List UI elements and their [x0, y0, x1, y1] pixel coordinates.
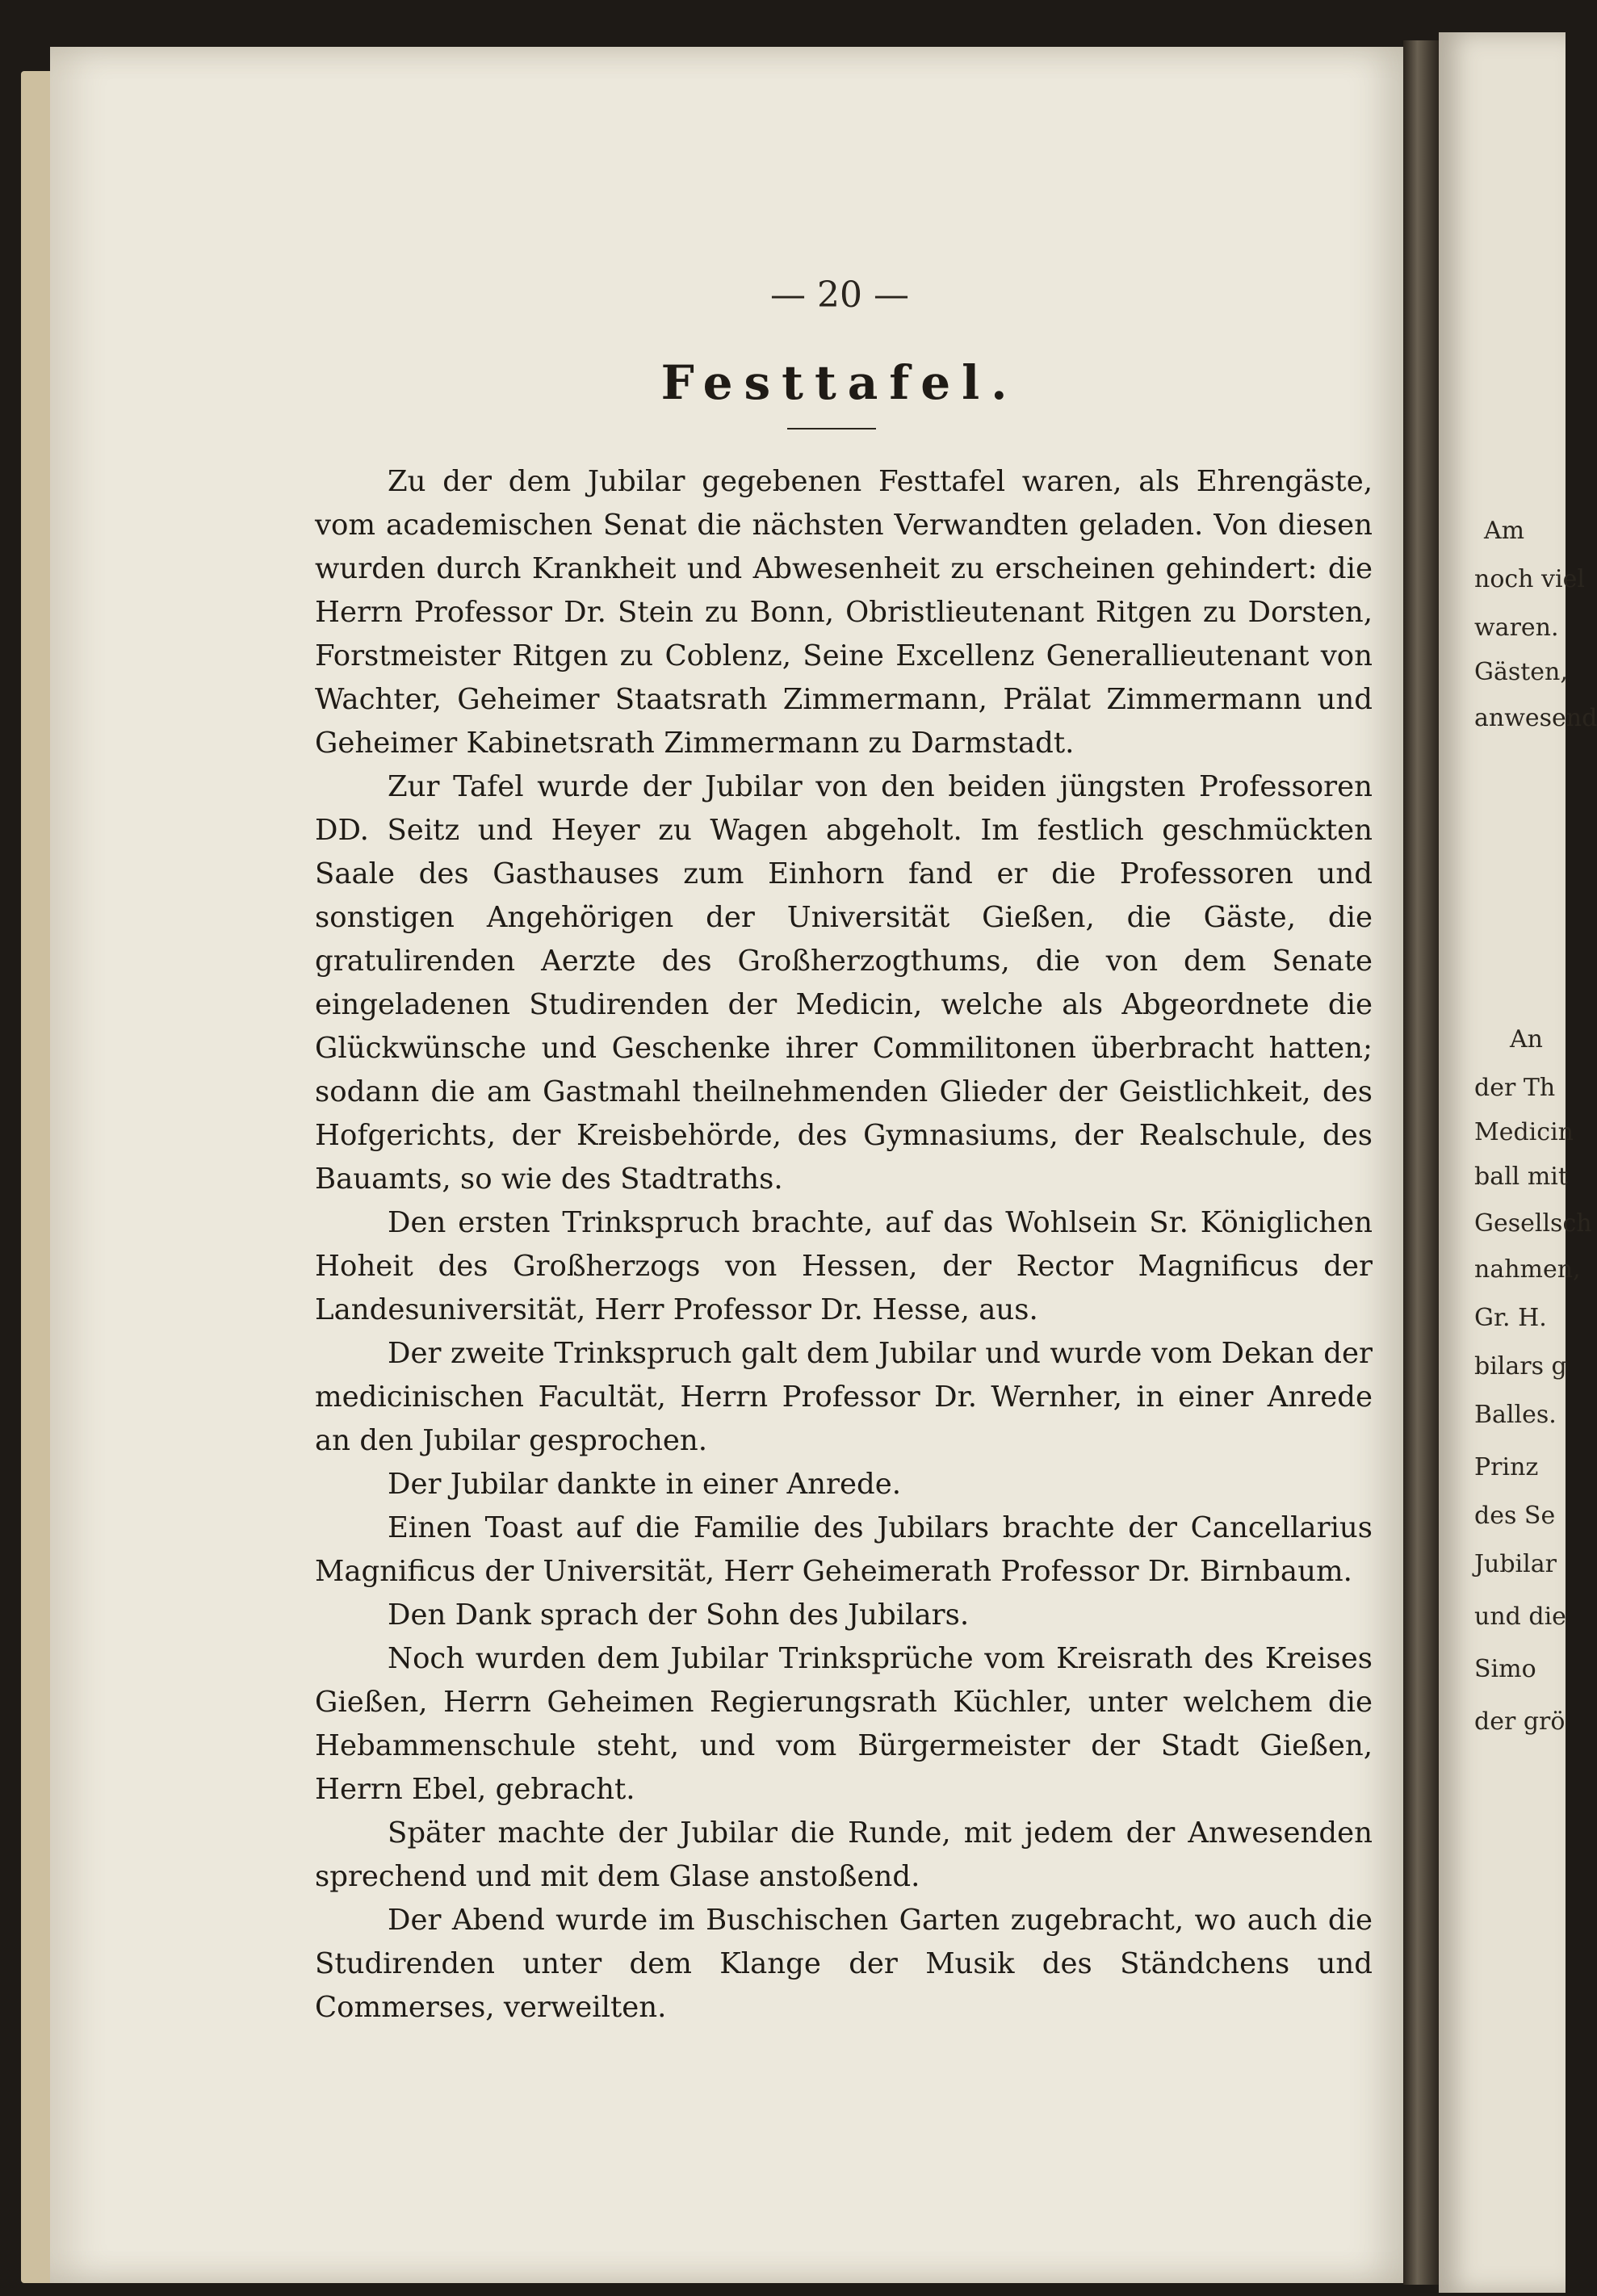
right-page-fragment	[1439, 32, 1597, 2293]
page-number: — 20 —	[770, 274, 909, 316]
book-gutter	[1403, 40, 1439, 2285]
body-text	[315, 460, 1373, 2030]
next-page-line: Gr. H.	[1474, 1304, 1547, 1332]
heading-rule	[787, 428, 876, 429]
paragraph: Der Jubilar dankte in einer Anrede.	[388, 1468, 901, 1501]
next-page-line: ball mit	[1474, 1163, 1568, 1191]
section-heading: Festtafel.	[660, 355, 1019, 410]
next-page-line: der grö	[1474, 1707, 1566, 1736]
paragraph: Einen Toast auf die Familie des Jubilars brachte der Cancellarius Magnificus der Universität, Herr Geheimerath Professor Dr. Birnbaum.	[315, 1511, 1373, 1588]
paragraph: Den Dank sprach der Sohn des Jubilars.	[388, 1598, 970, 1632]
paragraph: Noch wurden dem Jubilar Trinksprüche vom Kreisrath des Kreises Gießen, Herrn Geheimen Regierungsrath Küchler, unter welchem die Hebammenschule steht, und vom Bürgermeister der Stadt Gießen, Herrn Ebel, gebracht.	[315, 1642, 1373, 1806]
paragraph: Zur Tafel wurde der Jubilar von den beiden jüngsten Professoren DD. Seitz und Heyer zu Wagen abgeholt. Im festlich geschmückten Saale des Gasthauses zum Einhorn fand er die Professoren und sonstigen Angehörigen der Universität Gießen, die Gäste, die gratulirenden Aerzte des Großherzogthums, die von dem Senate eingeladenen Studirenden der Medicin, welche als Abgeordnete die Glückwünsche und Geschenke ihrer Commilitonen überbracht hatten; sodann die am Gastmahl theilnehmenden Glieder der Geistlichkeit, des Hofgerichts, der Kreisbehörde, des Gymnasiums, der Realschule, des Bauamts, so wie des Stadtraths.	[315, 770, 1373, 1196]
next-page-line: Simo	[1474, 1655, 1536, 1683]
next-page-line: waren.	[1474, 614, 1559, 642]
paragraph: Später machte der Jubilar die Runde, mit jedem der Anwesenden sprechend und mit dem Glase anstoßend.	[315, 1816, 1373, 1893]
next-page-line: Medicin	[1474, 1118, 1574, 1146]
next-page-line: Balles.	[1474, 1401, 1557, 1429]
next-page-line: Am	[1484, 517, 1525, 545]
next-page-line: Jubilar	[1474, 1550, 1557, 1578]
next-page-line: anwesend	[1474, 704, 1597, 732]
next-page-line: Gästen,	[1474, 658, 1568, 686]
next-page-line: noch viel	[1474, 565, 1585, 593]
next-page-line: An	[1510, 1025, 1543, 1054]
paragraph: Den ersten Trinkspruch brachte, auf das Wohlsein Sr. Königlichen Hoheit des Großherzogs von Hessen, der Rector Magnificus der Landesuniversität, Herr Professor Dr. Hesse, aus.	[315, 1206, 1373, 1326]
next-page-line: nahmen,	[1474, 1255, 1581, 1284]
next-page-line: der Th	[1474, 1074, 1556, 1102]
next-page-line: und die	[1474, 1603, 1566, 1631]
paragraph: Zu der dem Jubilar gegebenen Festtafel waren, als Ehrengäste, vom academischen Senat die nächsten Verwandten geladen. Von diesen wurden durch Krankheit und Abwesenheit zu erscheinen gehindert: die Herrn Professor Dr. Stein zu Bonn, Obristlieutenant Ritgen zu Dorsten, Forstmeister Ritgen zu Coblenz, Seine Excellenz Generallieutenant von Wachter, Geheimer Staatsrath Zimmermann, Prälat Zimmermann und Geheimer Kabinetsrath Zimmermann zu Darmstadt.	[315, 465, 1373, 760]
next-page-line: Gesellsch	[1474, 1209, 1592, 1238]
paragraph: Der zweite Trinkspruch galt dem Jubilar und wurde vom Dekan der medicinischen Facultät, Herrn Professor Dr. Wernher, in einer Anrede an den Jubilar gesprochen.	[315, 1337, 1373, 1457]
next-page-line: des Se	[1474, 1502, 1556, 1530]
next-page-line: Prinz	[1474, 1453, 1539, 1481]
paragraph: Der Abend wurde im Buschischen Garten zugebracht, wo auch die Studirenden unter dem Klange der Musik des Ständchens und Commerses, verweilten.	[315, 1904, 1373, 2024]
next-page-line: bilars g	[1474, 1352, 1567, 1381]
